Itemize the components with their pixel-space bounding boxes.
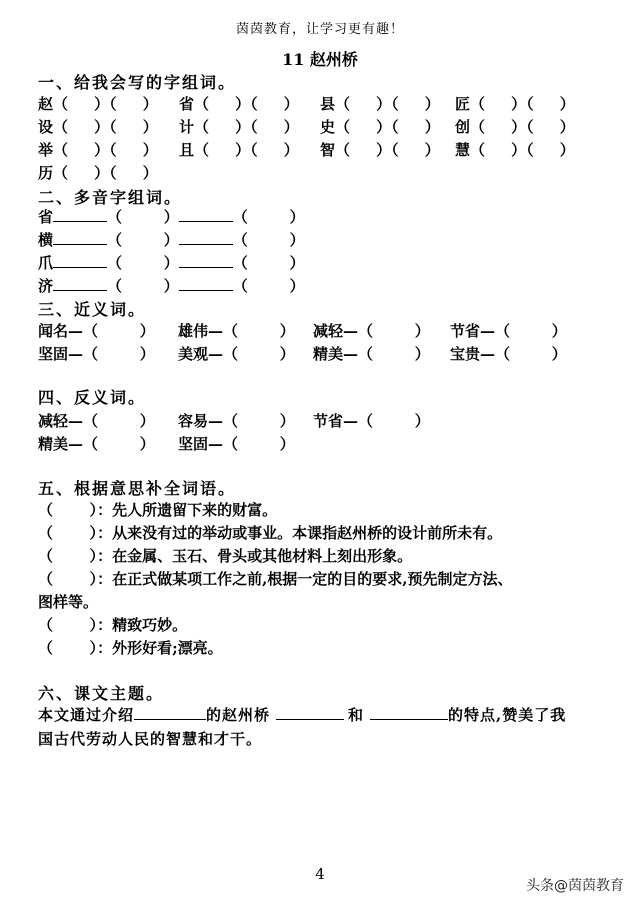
answer-paren[interactable]: （ ）	[38, 616, 98, 634]
answer-paren[interactable]: （ ）	[38, 524, 98, 542]
char-label: 智	[320, 141, 336, 159]
watermark	[526, 875, 624, 895]
pinyin-blank[interactable]	[179, 230, 233, 245]
answer-paren[interactable]: （ ）	[391, 141, 440, 159]
polyphone-char: 省	[38, 208, 54, 226]
antonym-item	[178, 410, 295, 431]
word-label: 节省—	[450, 322, 496, 340]
answer-paren[interactable]: （ ）	[391, 95, 440, 113]
polyphone-char: 济	[38, 277, 54, 295]
answer-paren[interactable]: （ ）	[335, 118, 392, 136]
answer-paren[interactable]: （ ）	[232, 231, 305, 249]
synonym-item	[313, 320, 430, 341]
polyphone-row	[38, 229, 305, 250]
theme-blank-1[interactable]	[134, 705, 206, 720]
answer-paren[interactable]: （ ）	[223, 322, 295, 340]
pinyin-blank[interactable]	[179, 207, 233, 222]
answer-paren[interactable]: （ ）	[53, 118, 110, 136]
answer-paren[interactable]: （ ）	[335, 95, 392, 113]
answer-paren[interactable]: （ ）	[38, 547, 98, 565]
answer-paren[interactable]: （ ）	[526, 95, 575, 113]
section-6-title: 六、课文主题。	[38, 684, 165, 703]
word-label: 容易—	[178, 412, 224, 430]
char-label: 省	[179, 95, 195, 113]
answer-paren[interactable]: （ ）	[38, 570, 98, 588]
section-4-title: 四、反义词。	[38, 388, 147, 407]
definition-item	[38, 568, 513, 589]
pinyin-blank[interactable]	[53, 276, 107, 291]
synonym-item	[450, 320, 567, 341]
polyphone-char: 爪	[38, 254, 54, 272]
definition-text: ：精致巧妙。	[97, 616, 188, 634]
answer-paren[interactable]: （ ）	[526, 118, 575, 136]
answer-paren[interactable]: （ ）	[470, 141, 527, 159]
answer-paren[interactable]: （ ）	[83, 435, 155, 453]
synonym-item	[313, 343, 430, 364]
pinyin-blank[interactable]	[53, 253, 107, 268]
char-item	[320, 93, 440, 114]
definition-text: ：在金属、玉石、骨头或其他材料上刻出形象。	[97, 547, 413, 565]
page-number: 4	[315, 865, 325, 883]
answer-paren[interactable]: （ ）	[53, 164, 110, 182]
char-item	[38, 116, 158, 137]
char-item	[179, 93, 299, 114]
definition-text: ：外形好看;漂亮。	[97, 639, 223, 657]
answer-paren[interactable]: （ ）	[250, 141, 299, 159]
answer-paren[interactable]: （ ）	[250, 95, 299, 113]
answer-paren[interactable]: （ ）	[83, 322, 155, 340]
lesson-title: 11 赵州桥	[282, 50, 358, 69]
word-label: 减轻—	[38, 412, 84, 430]
char-item	[455, 93, 575, 114]
char-label: 设	[38, 118, 54, 136]
char-item	[38, 139, 158, 160]
definition-item	[38, 522, 502, 543]
word-label: 精美—	[313, 345, 359, 363]
answer-paren[interactable]: （ ）	[223, 345, 295, 363]
theme-part-2: 的赵州桥	[206, 706, 271, 724]
word-label: 闻名—	[38, 322, 84, 340]
antonym-item	[313, 410, 430, 431]
answer-paren[interactable]: （ ）	[109, 118, 158, 136]
answer-paren[interactable]: （ ）	[194, 118, 251, 136]
section-1-title: 一、给我会写的字组词。	[38, 73, 237, 92]
pinyin-blank[interactable]	[179, 276, 233, 291]
theme-part-3: 和	[348, 706, 365, 724]
polyphone-row	[38, 206, 305, 227]
theme-sentence-line2: 国古代劳动人民的智慧和才干。	[38, 730, 263, 748]
answer-paren[interactable]: （ ）	[109, 164, 158, 182]
theme-part-4: 的特点,赞美了我	[448, 706, 567, 724]
char-label: 史	[320, 118, 336, 136]
answer-paren[interactable]: （ ）	[83, 345, 155, 363]
answer-paren[interactable]: （ ）	[194, 141, 251, 159]
definition-text: ：先人所遗留下来的财富。	[97, 501, 278, 519]
polyphone-char: 横	[38, 231, 54, 249]
answer-paren[interactable]: （ ）	[107, 277, 179, 295]
answer-paren[interactable]: （ ）	[53, 95, 110, 113]
char-item	[179, 116, 299, 137]
theme-blank-2[interactable]	[276, 705, 344, 720]
answer-paren[interactable]: （ ）	[223, 412, 295, 430]
antonym-item	[38, 433, 155, 454]
word-label: 美观—	[178, 345, 224, 363]
answer-paren[interactable]: （ ）	[38, 501, 98, 519]
definition-text: ：在正式做某项工作之前,根据一定的目的要求,预先制定方法、	[97, 570, 513, 588]
answer-paren[interactable]: （ ）	[107, 208, 179, 226]
answer-paren[interactable]: （ ）	[232, 277, 305, 295]
char-item	[455, 116, 575, 137]
word-label: 减轻—	[313, 322, 359, 340]
char-label: 慧	[455, 141, 471, 159]
synonym-item	[178, 343, 295, 364]
answer-paren[interactable]: （ ）	[358, 345, 430, 363]
pinyin-blank[interactable]	[179, 253, 233, 268]
answer-paren[interactable]: （ ）	[526, 141, 575, 159]
word-label: 坚固—	[178, 435, 224, 453]
answer-paren[interactable]: （ ）	[391, 118, 440, 136]
answer-paren[interactable]: （ ）	[83, 412, 155, 430]
watermark-handle: @茵茵教育	[554, 878, 624, 894]
answer-paren[interactable]: （ ）	[470, 95, 527, 113]
char-item	[38, 162, 158, 183]
word-label: 精美—	[38, 435, 84, 453]
polyphone-row	[38, 275, 305, 296]
char-label: 创	[455, 118, 471, 136]
answer-paren[interactable]: （ ）	[194, 95, 251, 113]
answer-paren[interactable]: （ ）	[250, 118, 299, 136]
word-label: 宝贵—	[450, 345, 496, 363]
theme-sentence-line1	[38, 704, 566, 725]
answer-paren[interactable]: （ ）	[232, 208, 305, 226]
word-label: 雄伟—	[178, 322, 224, 340]
answer-paren[interactable]: （ ）	[109, 141, 158, 159]
definition-continuation: 图样等。	[38, 593, 99, 611]
answer-paren[interactable]: （ ）	[232, 254, 305, 272]
char-label: 县	[320, 95, 336, 113]
char-item	[38, 93, 158, 114]
answer-paren[interactable]: （ ）	[107, 254, 179, 272]
definition-item	[38, 545, 412, 566]
word-label: 坚固—	[38, 345, 84, 363]
definition-item	[38, 637, 223, 658]
answer-paren[interactable]: （ ）	[358, 412, 430, 430]
answer-paren[interactable]: （ ）	[495, 322, 567, 340]
synonym-item	[38, 343, 155, 364]
section-2-title: 二、多音字组词。	[38, 188, 183, 207]
char-label: 且	[179, 141, 195, 159]
definition-item	[38, 499, 277, 520]
char-item	[455, 139, 575, 160]
answer-paren[interactable]: （ ）	[470, 118, 527, 136]
word-label: 节省—	[313, 412, 359, 430]
answer-paren[interactable]: （ ）	[495, 345, 567, 363]
definition-text: ：从来没有过的举动或事业。本课指赵州桥的设计前所未有。	[97, 524, 503, 542]
char-label: 举	[38, 141, 54, 159]
synonym-item	[178, 320, 295, 341]
synonym-item	[450, 343, 567, 364]
section-5-title: 五、根据意思补全词语。	[38, 479, 237, 498]
theme-part-1: 本文通过介绍	[38, 706, 135, 724]
answer-paren[interactable]: （ ）	[38, 639, 98, 657]
char-label: 历	[38, 164, 54, 182]
answer-paren[interactable]: （ ）	[358, 322, 430, 340]
char-item	[179, 139, 299, 160]
char-label: 匠	[455, 95, 471, 113]
antonym-item	[38, 410, 155, 431]
char-label: 赵	[38, 95, 54, 113]
char-label: 计	[179, 118, 195, 136]
watermark-prefix: 头条	[526, 878, 554, 894]
pinyin-blank[interactable]	[53, 207, 107, 222]
page-header: 茵茵教育，让学习更有趣！	[235, 22, 404, 37]
char-item	[320, 139, 440, 160]
theme-blank-3[interactable]	[370, 705, 448, 720]
answer-paren[interactable]: （ ）	[223, 435, 295, 453]
polyphone-row	[38, 252, 305, 273]
char-item	[320, 116, 440, 137]
synonym-item	[38, 320, 155, 341]
section-3-title: 三、近义词。	[38, 300, 147, 319]
antonym-item	[178, 433, 295, 454]
answer-paren[interactable]: （ ）	[107, 231, 179, 249]
answer-paren[interactable]: （ ）	[109, 95, 158, 113]
answer-paren[interactable]: （ ）	[53, 141, 110, 159]
definition-continuation-line	[38, 591, 98, 612]
definition-item	[38, 614, 187, 635]
pinyin-blank[interactable]	[53, 230, 107, 245]
answer-paren[interactable]: （ ）	[335, 141, 392, 159]
